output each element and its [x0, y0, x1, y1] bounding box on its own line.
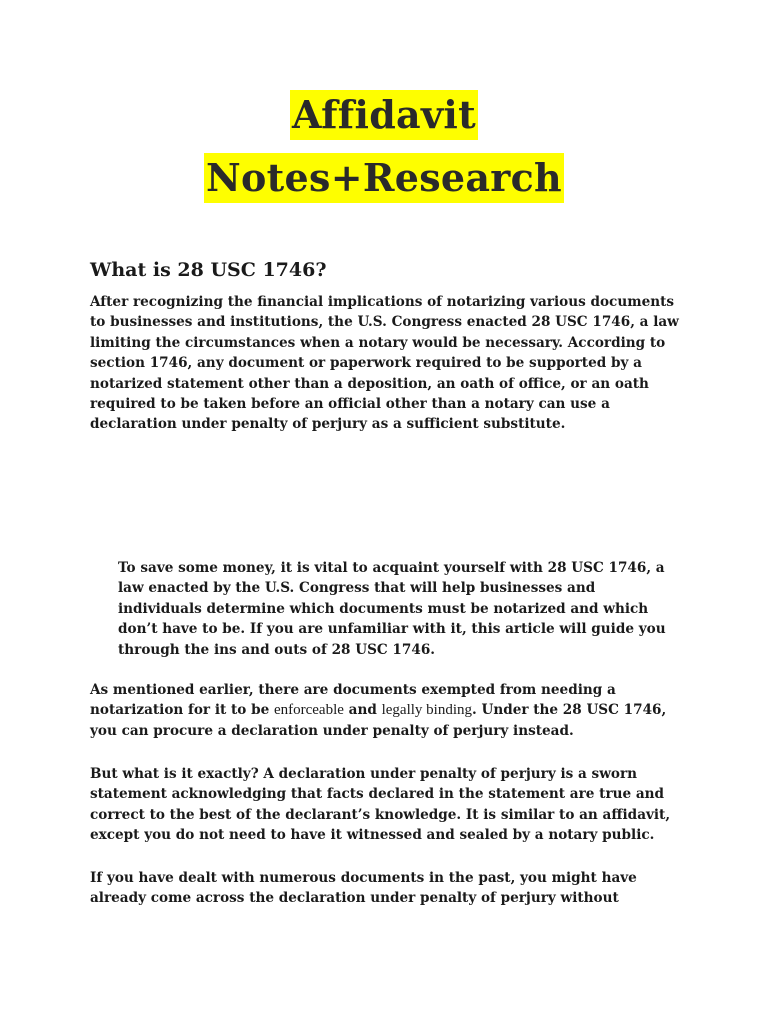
section-heading: What is 28 USC 1746? — [90, 259, 327, 281]
paragraph-2-indented: To save some money, it is vital to acquaint yourself with 28 USC 1746, a law enacted by the U.S. Congress that will help businesses and individuals determine which documents must be notarized and which don’t have to be. If you are unfamiliar with it, this article will guide you through the ins and outs of 28 USC 1746. — [118, 560, 666, 658]
paragraph-3-text-b: and — [343, 702, 382, 719]
paragraph-3-text-c: . Under the 28 USC 1746, you can procure a declaration under penalty of perjury instead. — [90, 702, 667, 739]
legally-binding-link[interactable]: legally binding — [381, 702, 472, 719]
document-title — [0, 90, 768, 203]
paragraph-1: After recognizing the financial implications of notarizing various documents to businesses and institutions, the U.S. Congress enacted 28 USC 1746, a law limiting the circumstances when a notary would be necessary. According to section 1746, any document or paperwork required to be supported by a notarized statement other than a deposition, an oath of office, or an oath required to be taken before an official other than a notary can use a declaration under penalty of perjury as a sufficient substitute. — [90, 294, 679, 433]
paragraph-5: If you have dealt with numerous documents in the past, you might have already come across the declaration under penalty of perjury without — [90, 870, 637, 907]
paragraph-3-text-a: As mentioned earlier, there are documents exempted from needing a notarization for it to be — [90, 682, 616, 719]
title-line-1: Affidavit — [290, 90, 478, 140]
paragraph-3 — [90, 680, 690, 741]
title-line-2: Notes+Research — [204, 153, 564, 203]
enforceable-link[interactable]: enforceable — [273, 702, 344, 719]
paragraph-4: But what is it exactly? A declaration under penalty of perjury is a sworn statement acknowledging that facts declared in the statement are true and correct to the best of the declarant’s knowledge. It is similar to an affidavit, except you do not need to have it witnessed and sealed by a notary public. — [90, 766, 671, 844]
